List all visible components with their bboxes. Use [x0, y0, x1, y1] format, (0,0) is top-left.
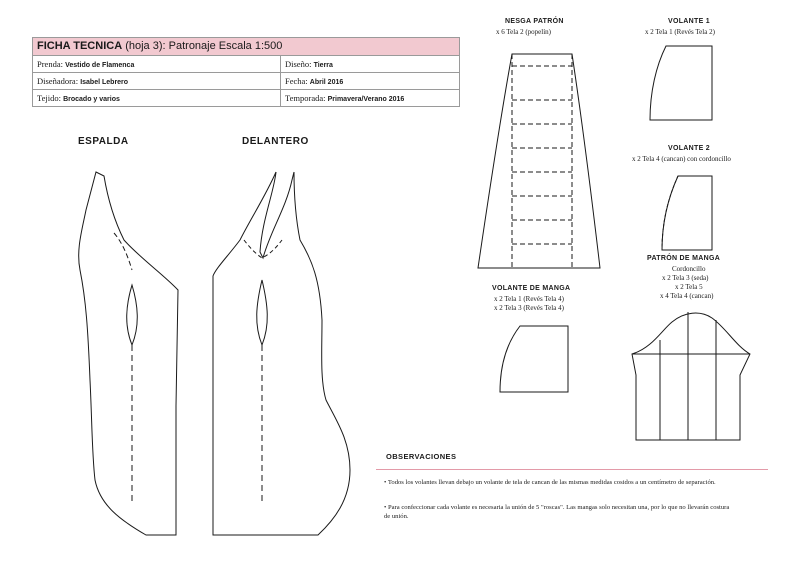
ficha-subtitle: (hoja 3): — [125, 40, 169, 52]
label-temporada: Temporada: — [285, 93, 328, 103]
label-volante1: VOLANTE 1 — [668, 18, 710, 25]
delantero-pattern — [213, 172, 350, 535]
ficha-title-tail: Patronaje Escala 1:500 — [168, 40, 283, 52]
value-fecha: Abril 2016 — [309, 79, 344, 86]
note-volante1: x 2 Tela 1 (Revés Tela 2) — [645, 28, 715, 36]
label-patron-manga: PATRÓN DE MANGA — [647, 255, 721, 262]
observaciones-divider — [376, 469, 768, 470]
note-volante-manga-0: x 2 Tela 1 (Revés Tela 4) — [494, 295, 564, 303]
note-patron-manga-2: x 2 Tela 5 — [675, 283, 703, 291]
note-volante-manga-1: x 2 Tela 3 (Revés Tela 4) — [494, 304, 564, 312]
volante-manga-pattern — [500, 326, 568, 392]
label-delantero: DELANTERO — [242, 136, 309, 147]
note-nesga: x 6 Tela 2 (popelín) — [496, 28, 551, 36]
ficha-title: FICHA TECNICA — [37, 40, 123, 52]
volante2-pattern — [662, 176, 712, 250]
value-disenadora: Isabel Lebrero — [80, 79, 129, 86]
note-patron-manga-0: Cordoncillo — [672, 265, 706, 273]
label-volante-manga: VOLANTE DE MANGA — [492, 285, 571, 292]
volante1-pattern — [650, 46, 712, 120]
label-nesga: NESGA PATRÓN — [505, 18, 564, 25]
value-prenda: Vestido de Flamenca — [65, 62, 135, 69]
note-volante2: x 2 Tela 4 (cancan) con cordoncillo — [632, 155, 731, 163]
label-tejido: Tejido: — [37, 93, 64, 103]
label-espalda: ESPALDA — [78, 136, 129, 147]
value-diseno: Tierra — [313, 62, 333, 69]
label-prenda: Prenda: — [37, 59, 66, 69]
nesga-pattern — [478, 54, 600, 268]
espalda-pattern — [79, 172, 178, 535]
note-patron-manga-1: x 2 Tela 3 (seda) — [662, 274, 709, 282]
label-disenadora: Diseñadora: — [37, 76, 81, 86]
observacion-item-1: • Todos los volantes llevan debajo un volante de tela de cancan de las mismas medidas cosidos a un centímetro de separación. — [384, 479, 716, 486]
label-diseno: Diseño: — [285, 59, 314, 69]
patron-manga-pattern — [632, 312, 750, 440]
note-patron-manga-3: x 4 Tela 4 (cancan) — [660, 292, 714, 300]
label-volante2: VOLANTE 2 — [668, 145, 710, 152]
value-temporada: Primavera/Verano 2016 — [327, 96, 405, 103]
label-fecha: Fecha: — [285, 76, 310, 86]
observacion-item-2: • Para confeccionar cada volante es necesaria la unión de 5 "roscas". Las mangas solo necesitan una, por lo que no llevarán costura de unión. — [384, 504, 730, 520]
value-tejido: Brocado y varios — [63, 96, 120, 103]
observaciones-title: OBSERVACIONES — [386, 452, 457, 461]
